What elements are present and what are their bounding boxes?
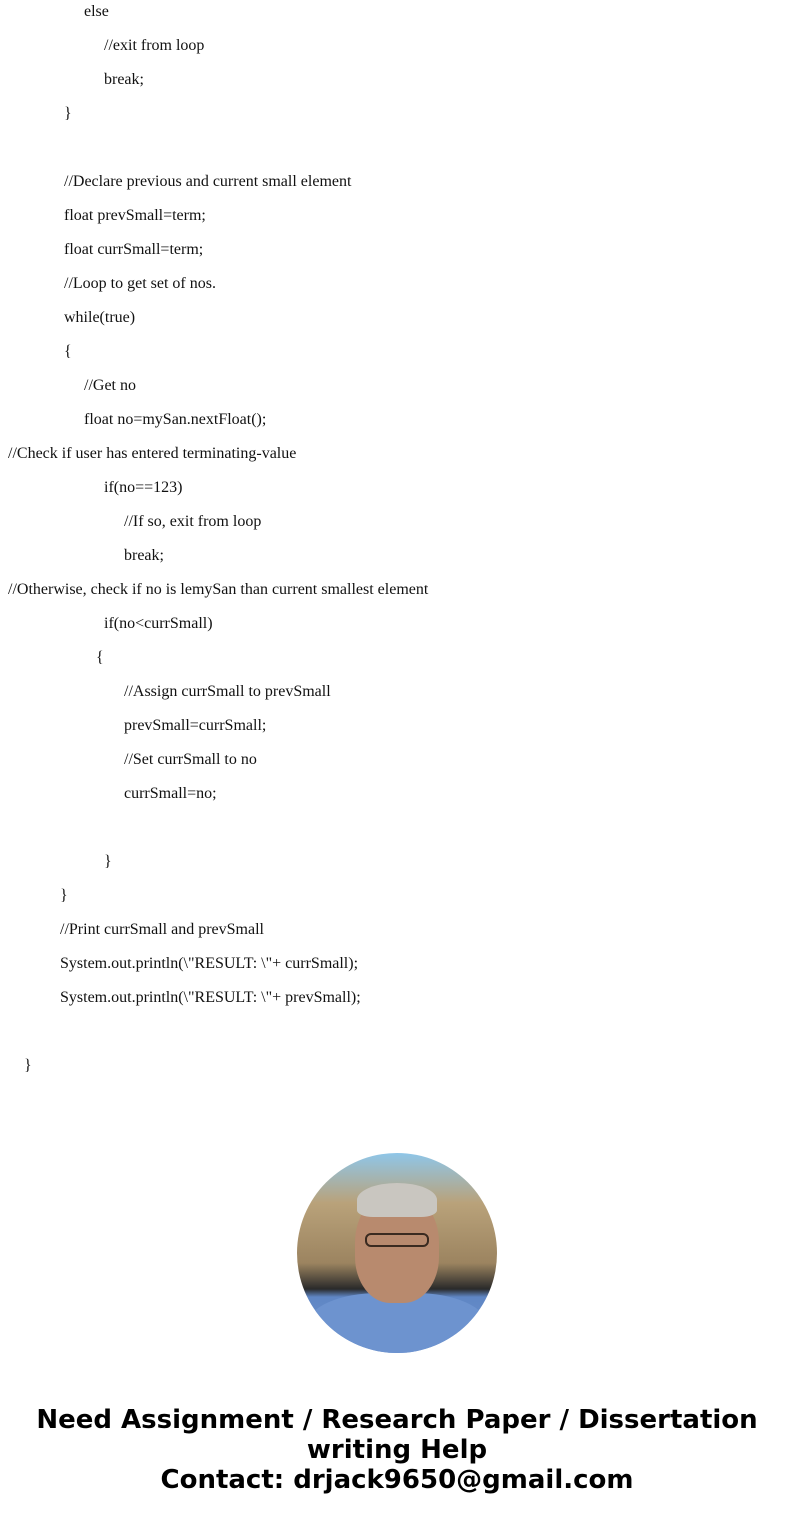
code-line: { xyxy=(96,649,104,666)
code-line: if(no<currSmall) xyxy=(104,615,213,632)
author-photo xyxy=(297,1153,497,1353)
code-line: //Declare previous and current small element xyxy=(64,173,352,190)
code-line: currSmall=no; xyxy=(124,785,217,802)
code-line: prevSmall=currSmall; xyxy=(124,717,267,734)
code-line: if(no==123) xyxy=(104,479,183,496)
code-line: } xyxy=(24,1057,32,1074)
code-line: System.out.println(\"RESULT: \"+ currSmall); xyxy=(60,955,359,972)
code-line: //exit from loop xyxy=(104,37,205,54)
code-line: //Loop to get set of nos. xyxy=(64,275,216,292)
glasses xyxy=(365,1233,429,1247)
code-line: while(true) xyxy=(64,309,136,326)
code-line: } xyxy=(64,105,72,122)
code-line: float no=mySan.nextFloat(); xyxy=(84,411,267,428)
code-line: } xyxy=(104,853,112,870)
code-line: else xyxy=(84,3,109,20)
code-line: //Assign currSmall to prevSmall xyxy=(124,683,331,700)
code-line: break; xyxy=(104,71,144,88)
code-line: break; xyxy=(124,547,164,564)
code-line: //Otherwise, check if no is lemySan than current smallest element xyxy=(8,581,429,598)
code-line: float currSmall=term; xyxy=(64,241,204,258)
code-line: { xyxy=(64,343,72,360)
hair xyxy=(357,1183,437,1217)
code-line: System.out.println(\"RESULT: \"+ prevSmall); xyxy=(60,989,361,1006)
code-line: //If so, exit from loop xyxy=(124,513,262,530)
code-line: //Get no xyxy=(84,377,136,394)
code-line: //Check if user has entered terminating-value xyxy=(8,445,297,462)
code-line: } xyxy=(60,887,68,904)
promo-contact[interactable]: Contact: drjack9650@gmail.com xyxy=(160,1465,634,1495)
promo-line-2: writing Help xyxy=(306,1435,488,1465)
code-line: //Print currSmall and prevSmall xyxy=(60,921,264,938)
code-line: //Set currSmall to no xyxy=(124,751,257,768)
code-line: float prevSmall=term; xyxy=(64,207,206,224)
promo-line-1: Need Assignment / Research Paper / Dissertation xyxy=(36,1405,758,1435)
